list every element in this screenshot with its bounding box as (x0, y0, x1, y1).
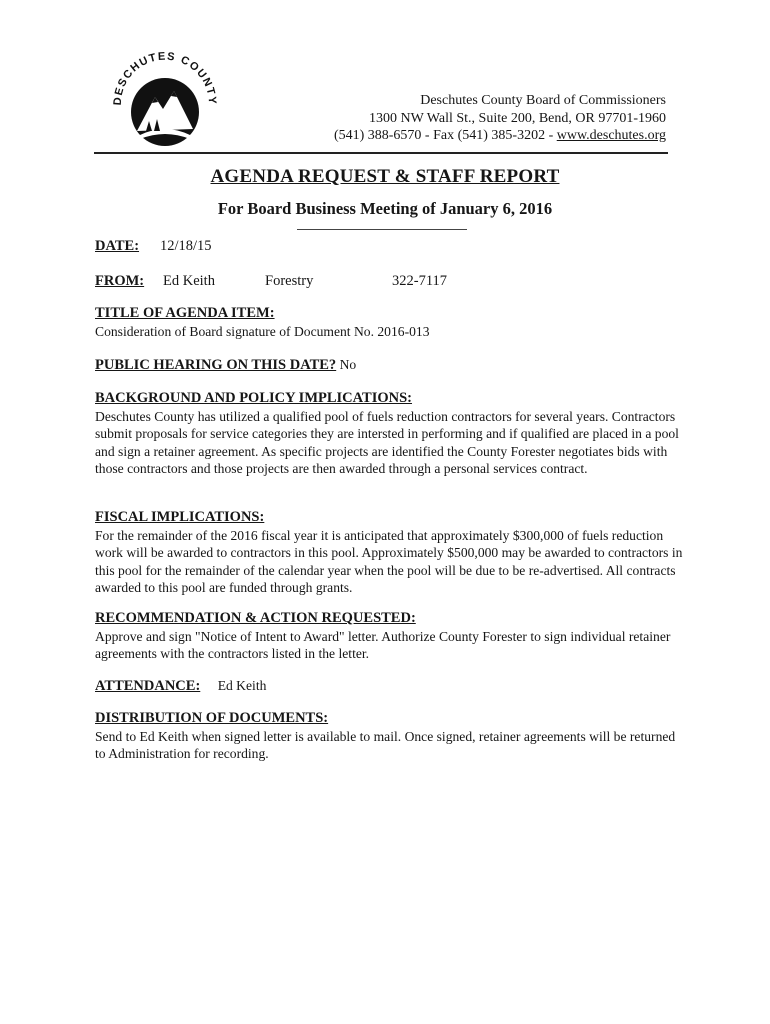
section-text: Approve and sign "Notice of Intent to Award" letter. Authorize County Forester to sign individual retainer agreements with the contractors listed in the letter. (95, 628, 671, 662)
date-label: DATE: (95, 238, 140, 254)
svg-text:DESCHUTES COUNTY: DESCHUTES COUNTY (111, 50, 219, 106)
attendance-value: Ed Keith (217, 678, 267, 693)
document-subtitle: For Board Business Meeting of January 6, 2016 (217, 199, 553, 218)
section-background (95, 390, 685, 478)
header-divider (94, 152, 668, 154)
section-label: ATTENDANCE: (95, 678, 201, 694)
date-field (95, 238, 212, 255)
section-title-of-agenda-item (95, 305, 685, 340)
section-public-hearing (95, 356, 685, 375)
county-seal-logo (100, 35, 230, 165)
section-label: PUBLIC HEARING ON THIS DATE? (95, 357, 337, 373)
from-department: Forestry (265, 273, 314, 289)
section-recommendation (95, 610, 685, 663)
from-field (95, 273, 515, 290)
section-text: Consideration of Board signature of Document No. 2016-013 (95, 323, 430, 339)
org-phone-fax: (541) 388-6570 - Fax (541) 385-3202 - (333, 128, 557, 143)
document-title: AGENDA REQUEST & STAFF REPORT (210, 166, 560, 187)
section-label: FISCAL IMPLICATIONS: (95, 509, 265, 525)
section-distribution (95, 710, 685, 763)
organization-block (334, 92, 666, 145)
section-text: Send to Ed Keith when signed letter is available to mail. Once signed, retainer agreements will be returned to Administration for recording. (95, 728, 676, 762)
section-label: DISTRIBUTION OF DOCUMENTS: (95, 710, 329, 726)
from-name: Ed Keith (163, 273, 215, 289)
org-address: 1300 NW Wall St., Suite 200, Bend, OR 97701-1960 (368, 110, 666, 126)
website-link[interactable]: www.deschutes.org (556, 128, 666, 143)
section-fiscal-implications (95, 509, 685, 597)
from-label: FROM: (95, 273, 145, 289)
section-text: Deschutes County has utilized a qualified pool of fuels reduction contractors for several years. Contractors submit proposals for service categories they are intersted in performing and if qualified are placed in a pool and sign a retainer agreement. As specific projects are identified the County Forester negotiates bids with those contractors and those projects are then awarded through a personal services contract. (95, 408, 679, 477)
section-text: For the remainder of the 2016 fiscal year it is anticipated that approximately $300,000 of fuels reduction work will be awarded to contractors in this pool. Approximately $500,000 may be awarded to contractors in this pool for the remainder of the calendar year when the pool will be due to be re-advertised. All contracts awarded to this pool are funded through grants. (95, 527, 683, 596)
from-phone: 322-7117 (392, 273, 448, 289)
section-label: RECOMMENDATION & ACTION REQUESTED: (95, 610, 416, 626)
subtitle-divider (297, 229, 467, 230)
section-label: BACKGROUND AND POLICY IMPLICATIONS: (95, 390, 413, 406)
section-attendance (95, 677, 685, 696)
org-name: Deschutes County Board of Commissioners (420, 93, 666, 108)
org-contact (334, 127, 666, 145)
date-value: 12/18/15 (160, 238, 212, 254)
section-label: TITLE OF AGENDA ITEM: (95, 305, 275, 321)
public-hearing-value: No (339, 357, 357, 372)
